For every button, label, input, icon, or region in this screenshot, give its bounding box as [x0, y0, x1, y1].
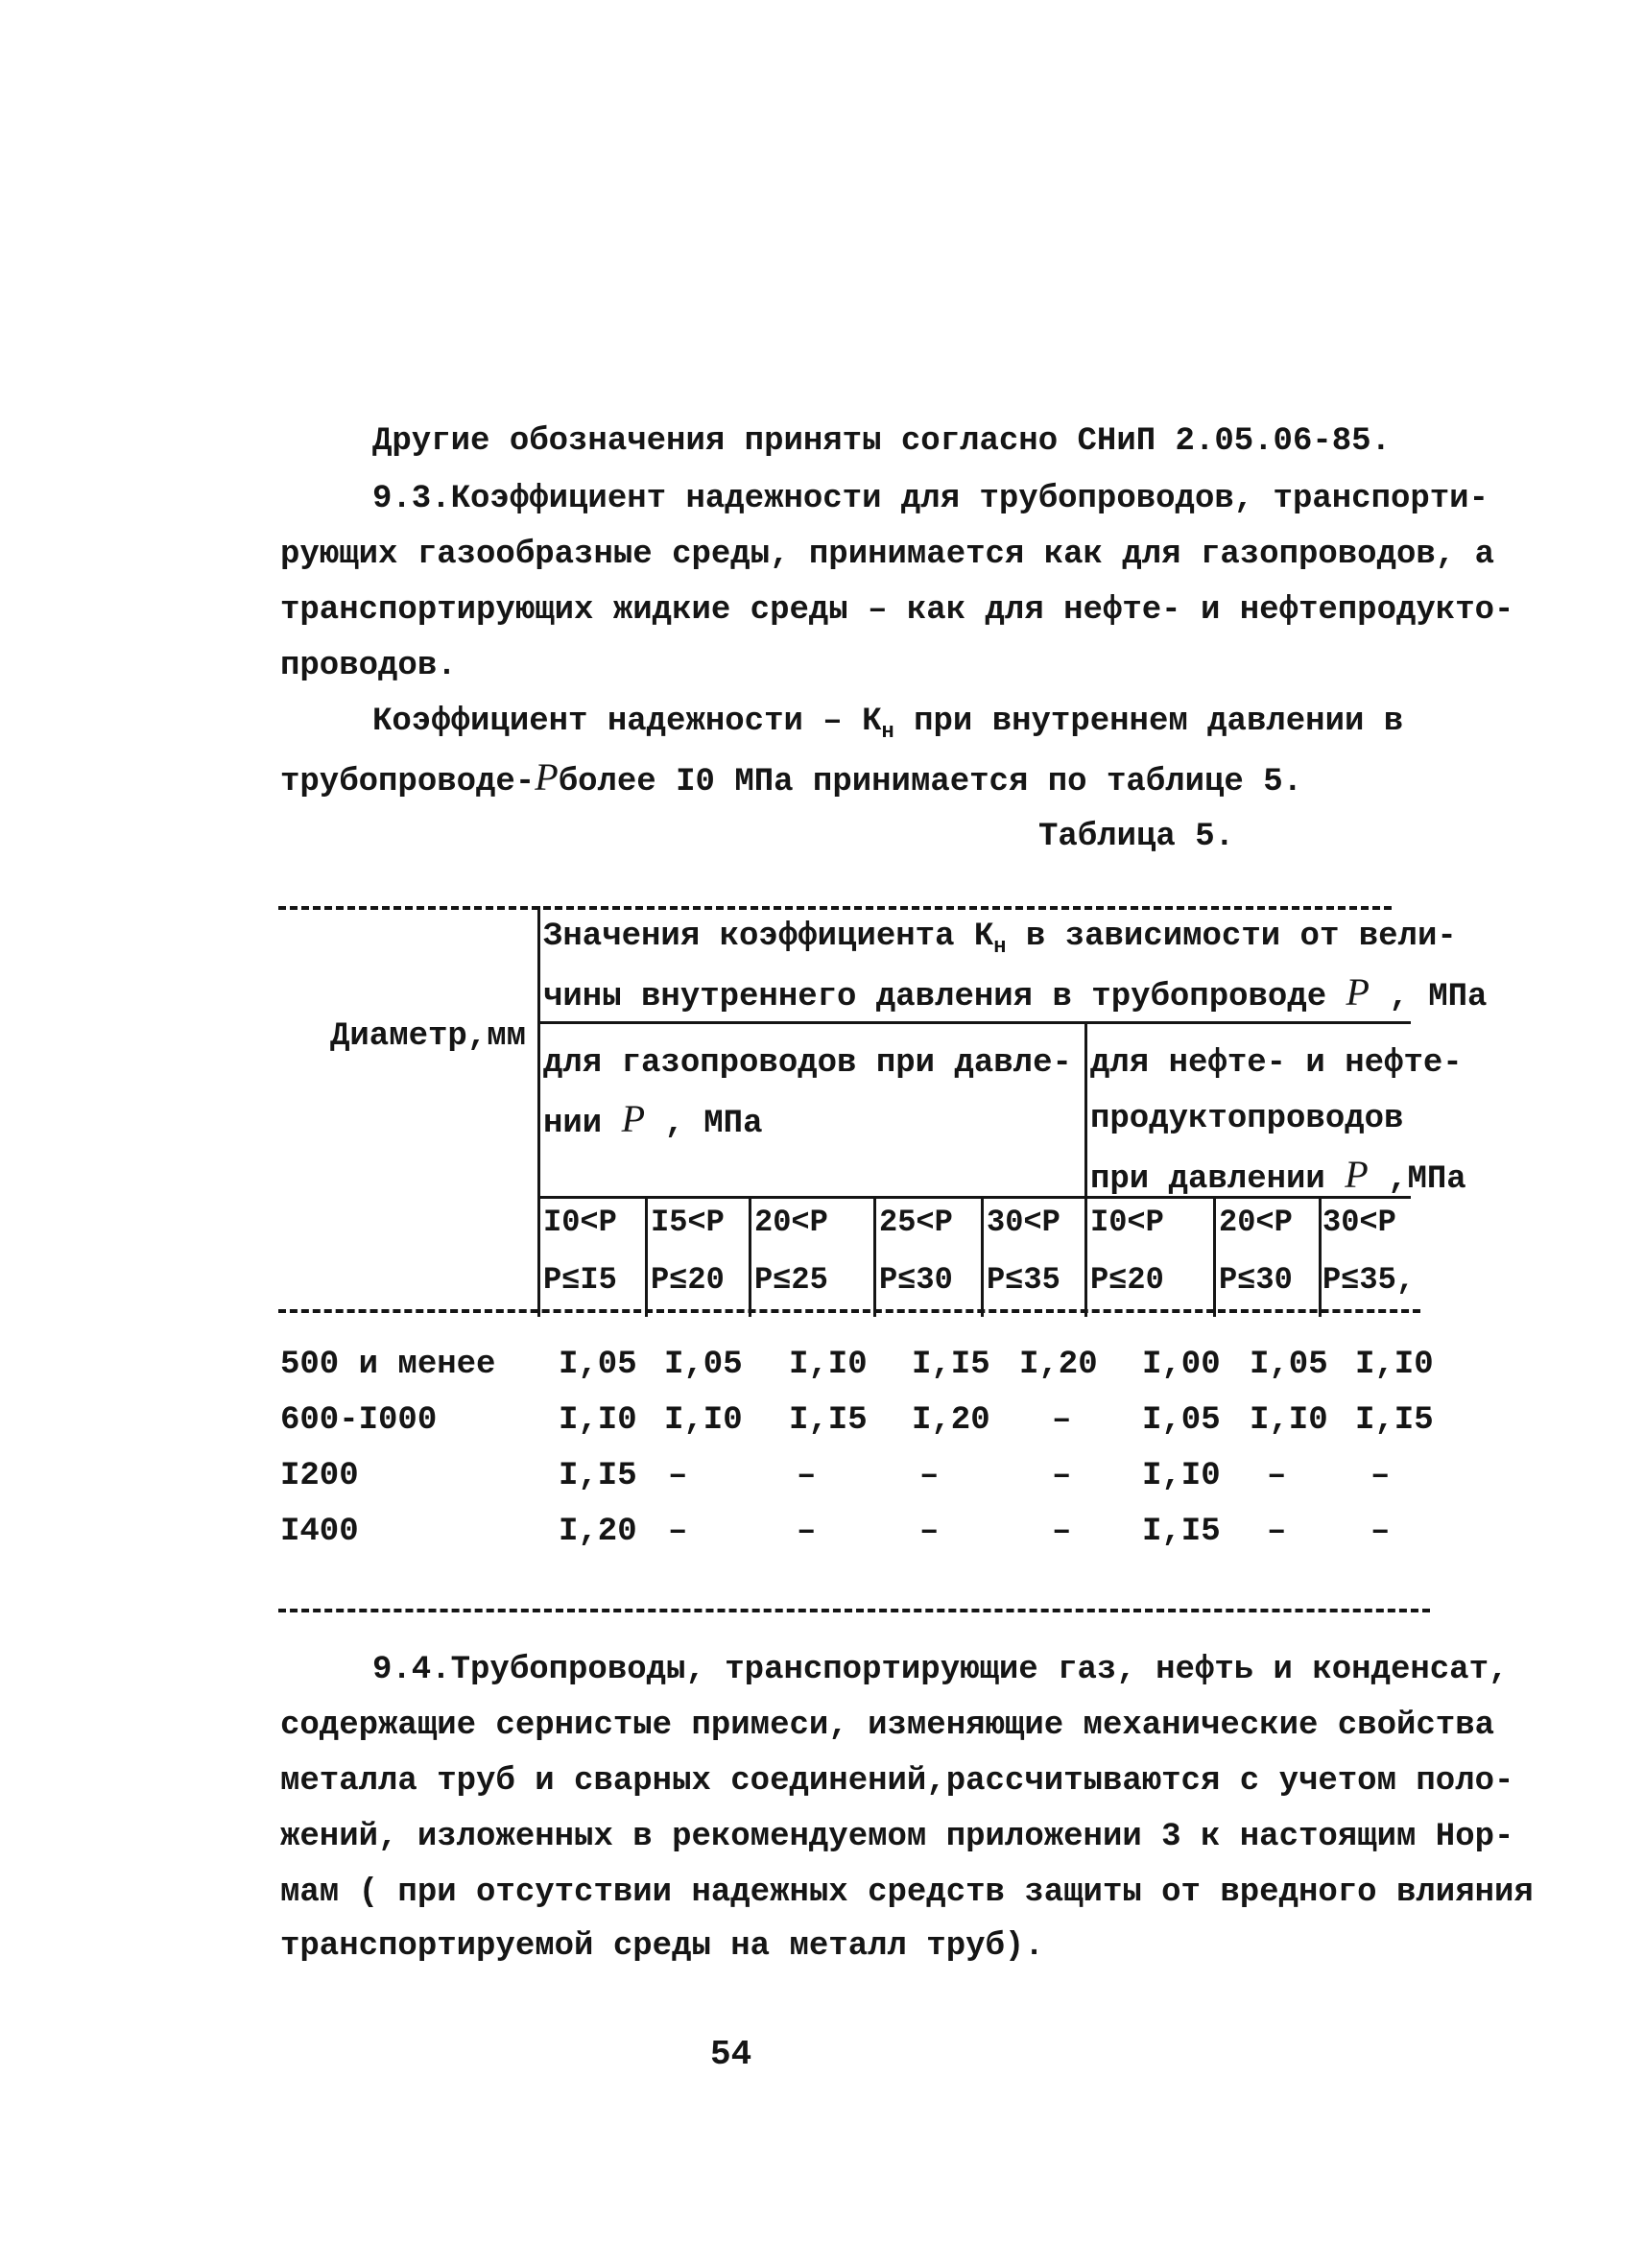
- reliability-coefficient-line: [372, 703, 1403, 752]
- table-cell: I,00: [1142, 1347, 1221, 1383]
- table-cell: I,I0: [664, 1402, 743, 1439]
- header-gas-pipelines: для газопроводов при давле-: [543, 1045, 1072, 1082]
- table-cell: I,I5: [912, 1347, 990, 1383]
- range-header: P≤35,: [1322, 1262, 1416, 1298]
- table-cell: –: [1052, 1514, 1072, 1550]
- range-header: P≤20: [1090, 1262, 1164, 1298]
- table-divider: [645, 1196, 648, 1317]
- row-diameter: I200: [280, 1458, 359, 1494]
- header-diameter: Диаметр,мм: [330, 1018, 527, 1055]
- paragraph-9-3-line: рующих газообразные среды, принимается как для газопроводов, а: [280, 537, 1495, 573]
- table-cell: I,I0: [1142, 1458, 1221, 1494]
- table-divider: [537, 906, 540, 1317]
- text-segment: при внутреннем давлении в: [893, 704, 1404, 740]
- range-header: P≤30: [1219, 1262, 1293, 1298]
- text-line: Другие обозначения приняты согласно СНиП 2.05.06-85.: [372, 423, 1391, 460]
- range-header: 30<P: [987, 1205, 1060, 1240]
- page-number: 54: [710, 2035, 752, 2074]
- table-cell: –: [919, 1458, 940, 1494]
- text-segment: чины внутреннего давления в трубопроводе: [543, 979, 1346, 1015]
- table-cell: I,20: [1019, 1347, 1098, 1383]
- text-segment: Коэффициент надежности – К: [372, 704, 882, 740]
- table-cell: I,I0: [1250, 1402, 1328, 1439]
- paragraph-9-4-line: содержащие сернистые примеси, изменяющие механические свойства: [280, 1707, 1495, 1744]
- table-cell: I,20: [559, 1514, 637, 1550]
- table-cell: –: [797, 1514, 817, 1550]
- table-cell: I,05: [1142, 1402, 1221, 1439]
- header-oil-pipelines: [1090, 1153, 1466, 1199]
- text-segment: , МПа: [645, 1106, 763, 1142]
- range-header: P≤35: [987, 1262, 1060, 1298]
- table-cell: –: [797, 1458, 817, 1494]
- text-segment: Значения коэффициента К: [543, 919, 994, 955]
- paragraph-9-4-line: 9.4.Трубопроводы, транспортирующие газ, нефть и конденсат,: [372, 1652, 1509, 1688]
- table-caption: Таблица 5.: [1038, 819, 1235, 855]
- range-header: P≤30: [879, 1262, 953, 1298]
- paragraph-9-3-line: проводов.: [280, 648, 457, 684]
- table-cell: I,05: [664, 1347, 743, 1383]
- row-diameter: 500 и менее: [280, 1347, 496, 1383]
- paragraph-9-4-line: жений, изложенных в рекомендуемом приложении 3 к настоящим Нор-: [280, 1819, 1514, 1855]
- table-divider: [749, 1196, 751, 1317]
- row-diameter: 600-I000: [280, 1402, 438, 1439]
- table-divider: [873, 1196, 876, 1317]
- range-header: 30<P: [1322, 1205, 1396, 1240]
- pressure-symbol: P: [1345, 1153, 1369, 1196]
- table-bottom-rule: [278, 1609, 1430, 1612]
- table-cell: –: [1267, 1514, 1287, 1550]
- table-cell: –: [1370, 1458, 1391, 1494]
- range-header: 25<P: [879, 1205, 953, 1240]
- header-gas-pipelines: [543, 1097, 763, 1143]
- table-divider: [537, 1021, 1411, 1024]
- paragraph-9-4-line: металла труб и сварных соединений,рассчитываются с учетом поло-: [280, 1763, 1514, 1800]
- table-cell: I,I5: [1355, 1402, 1434, 1439]
- header-oil-pipelines: для нефте- и нефте-: [1090, 1045, 1463, 1082]
- subscript: н: [881, 720, 894, 744]
- range-header: 20<P: [754, 1205, 828, 1240]
- table-cell: I,I5: [1142, 1514, 1221, 1550]
- paragraph-9-4-line: мам ( при отсутствии надежных средств защиты от вредного влияния: [280, 1874, 1534, 1911]
- paragraph-9-3-line: транспортирующих жидкие среды – как для нефте- и нефтепродукто-: [280, 592, 1514, 629]
- pressure-symbol: P: [621, 1097, 646, 1140]
- table-cell: –: [1052, 1458, 1072, 1494]
- range-header: P≤I5: [543, 1262, 617, 1298]
- range-header: I0<P: [1090, 1205, 1164, 1240]
- pressure-symbol: P: [1346, 970, 1370, 1014]
- table-divider: [981, 1196, 984, 1317]
- table-cell: –: [1052, 1402, 1072, 1439]
- range-header: 20<P: [1219, 1205, 1293, 1240]
- range-header: P≤25: [754, 1262, 828, 1298]
- subscript: н: [993, 935, 1007, 959]
- table-cell: –: [919, 1514, 940, 1550]
- text-segment: нии: [543, 1106, 622, 1142]
- text-segment: ,МПа: [1368, 1161, 1466, 1198]
- table-cell: I,05: [1250, 1347, 1328, 1383]
- paragraph-9-4-line: транспортируемой среды на металл труб).: [280, 1928, 1044, 1965]
- header-coefficient-values: [543, 970, 1488, 1016]
- reliability-coefficient-line: [280, 755, 1303, 801]
- table-top-rule: [278, 906, 1392, 910]
- row-diameter: I400: [280, 1514, 359, 1550]
- pressure-symbol: P: [535, 755, 559, 799]
- text-segment: , МПа: [1369, 979, 1488, 1015]
- table-divider: [1319, 1196, 1322, 1317]
- range-header: I5<P: [651, 1205, 725, 1240]
- text-segment: при давлении: [1090, 1161, 1346, 1198]
- table-divider: [1213, 1196, 1216, 1317]
- table-cell: I,I5: [789, 1402, 868, 1439]
- table-cell: –: [1370, 1514, 1391, 1550]
- table-cell: I,I0: [1355, 1347, 1434, 1383]
- table-cell: –: [1267, 1458, 1287, 1494]
- table-divider: [1084, 1021, 1087, 1317]
- table-cell: –: [668, 1514, 688, 1550]
- table-header-rule: [278, 1309, 1420, 1313]
- text-segment: более I0 МПа принимается по таблице 5.: [558, 764, 1303, 800]
- table-cell: I,I0: [789, 1347, 868, 1383]
- table-cell: –: [668, 1458, 688, 1494]
- text-segment: в зависимости от вели-: [1006, 919, 1457, 955]
- table-cell: I,05: [559, 1347, 637, 1383]
- table-cell: I,I0: [559, 1402, 637, 1439]
- paragraph-9-3-line: 9.3.Коэффициент надежности для трубопроводов, транспорти-: [372, 481, 1489, 517]
- table-cell: I,20: [912, 1402, 990, 1439]
- range-header: P≤20: [651, 1262, 725, 1298]
- header-oil-pipelines: продуктопроводов: [1090, 1101, 1404, 1137]
- header-coefficient-values: [543, 918, 1457, 967]
- range-header: I0<P: [543, 1205, 617, 1240]
- table-cell: I,I5: [559, 1458, 637, 1494]
- text-segment: трубопроводе-: [280, 764, 536, 800]
